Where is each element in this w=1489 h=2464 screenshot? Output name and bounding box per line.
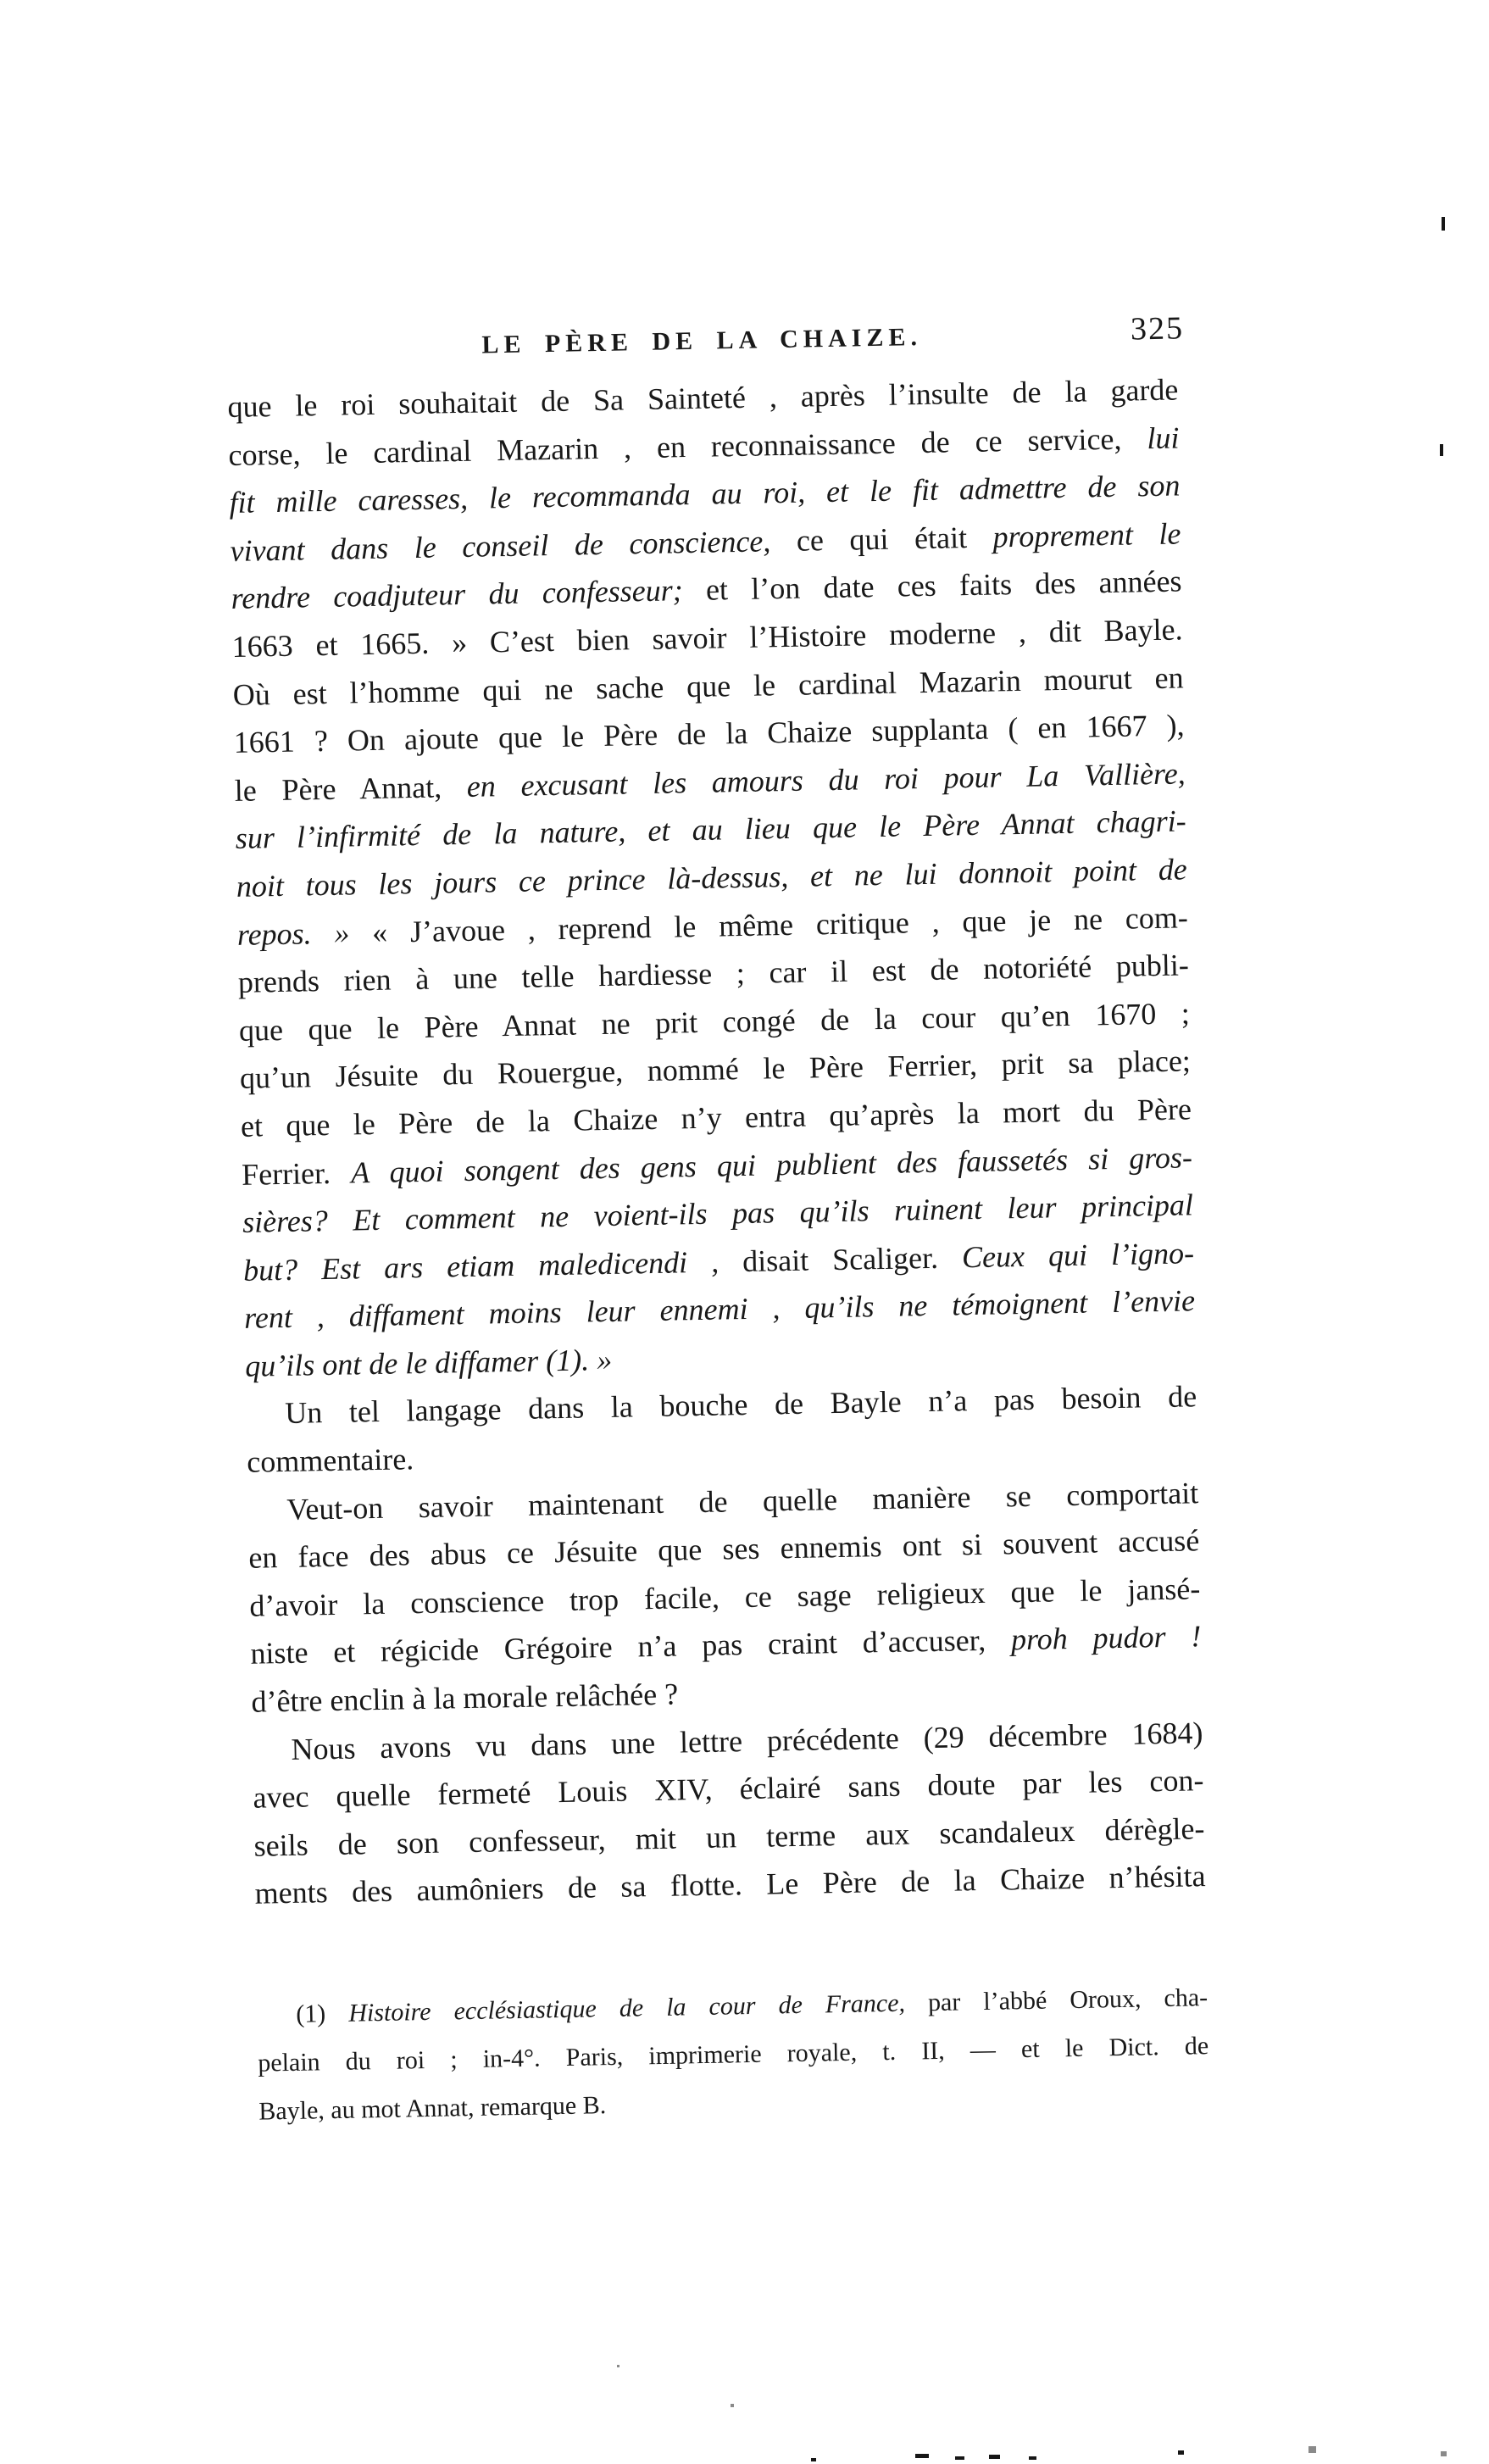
text-segment: que le roi souhaitait de Sa Sainteté , après l’insulte de la garde bbox=[227, 372, 1179, 424]
text-segment: Ferrier. bbox=[241, 1154, 352, 1192]
italic-text-segment: noit tous les jours ce prince là-dessus, et ne lui donnoit point de bbox=[236, 852, 1188, 904]
text-segment: commentaire. bbox=[246, 1442, 414, 1479]
scan-artifact bbox=[1029, 2456, 1036, 2460]
italic-text-segment: Histoire ecclésiastique de la cour de France, bbox=[347, 1988, 906, 2027]
italic-text-segment: proprement le bbox=[992, 516, 1181, 554]
text-segment: Veut-on savoir maintenant de quelle manière se comportait bbox=[286, 1475, 1199, 1527]
scan-artifact bbox=[617, 2365, 619, 2367]
scan-artifact bbox=[731, 2404, 734, 2407]
italic-text-segment: A quoi songent des gens qui publient des faussetés si gros- bbox=[350, 1139, 1193, 1189]
text-segment: prends rien à une telle hardiesse ; car il est de notoriété publi- bbox=[237, 948, 1190, 1000]
text-segment: en face des abus ce Jésuite que ses ennemis ont si souvent accusé bbox=[248, 1523, 1200, 1576]
text-segment: Où est l’homme qui ne sache que le cardinal Mazarin mourut en bbox=[232, 659, 1184, 712]
text-segment: avec quelle fermeté Louis XIV, éclairé sans doute par les con- bbox=[253, 1763, 1204, 1815]
text-segment: d’être enclin à la morale relâchée ? bbox=[251, 1677, 679, 1719]
italic-text-segment: fit mille caresses, le recommanda au roi, et le fit admettre de son bbox=[229, 468, 1181, 520]
italic-text-segment: rent , diffament moins leur ennemi , qu’ils ne témoignent l’envie bbox=[243, 1283, 1196, 1336]
text-segment: qu’un Jésuite du Rouergue, nommé le Père Ferrier, prit sa place; bbox=[239, 1043, 1192, 1096]
text-segment: 1663 et 1665. » C’est bien savoir l’Histoire moderne , dit Bayle. bbox=[231, 612, 1183, 664]
text-segment: Nous avons vu dans une lettre précédente (29 décembre 1684) bbox=[291, 1715, 1203, 1766]
text-segment: ce qui était bbox=[770, 520, 993, 559]
text-segment: 1661 ? On ajoute que le Père de la Chaize supplanta ( en 1667 ), bbox=[233, 708, 1185, 760]
italic-text-segment: sur l’infirmité de la nature, et au lieu que le Père Annat chagri- bbox=[235, 804, 1187, 856]
scan-artifact bbox=[811, 2458, 816, 2461]
running-header bbox=[226, 310, 1185, 364]
page-column bbox=[227, 310, 1210, 2135]
scan-artifact bbox=[1178, 2450, 1184, 2455]
text-segment: niste et régicide Grégoire n’a pas craint d’accuser, bbox=[250, 1622, 1012, 1671]
footnote-text bbox=[257, 1973, 1210, 2136]
text-segment: et que le Père de la Chaize n’y entra qu’après la mort du Père bbox=[240, 1092, 1192, 1143]
text-segment: ments des aumôniers de sa flotte. Le Père de la Chaize n’hésita bbox=[254, 1859, 1206, 1911]
text-segment: par l’abbé Oroux, cha- bbox=[904, 1983, 1208, 2017]
scan-artifact bbox=[989, 2455, 1000, 2459]
body-text bbox=[227, 365, 1206, 1917]
text-segment: le Père Annat, bbox=[234, 769, 468, 808]
scan-artifact bbox=[1441, 2451, 1447, 2456]
text-segment: (1) bbox=[295, 1999, 349, 2028]
italic-text-segment: repos. » bbox=[236, 915, 350, 952]
text-segment: pelain du roi ; in-4°. Paris, imprimerie royale, t. II, — et le Dict. de bbox=[258, 2032, 1209, 2077]
italic-text-segment: en excusant les amours du roi pour La Vallière, bbox=[466, 756, 1186, 804]
text-segment: corse, le cardinal Mazarin , en reconnaissance de ce service, bbox=[228, 420, 1147, 472]
text-segment: disait Scaliger. bbox=[742, 1239, 963, 1278]
text-segment: Un tel langage dans la bouche de Bayle n’a pas besoin de bbox=[284, 1379, 1197, 1431]
text-segment: et l’on date ces faits des années bbox=[682, 564, 1182, 608]
italic-text-segment: proh pudor ! bbox=[1010, 1619, 1202, 1657]
scan-artifact bbox=[1442, 217, 1445, 231]
italic-text-segment: Ceux qui l’igno- bbox=[961, 1235, 1195, 1274]
text-segment: que que le Père Annat ne prit congé de la cour qu’en 1670 ; bbox=[238, 996, 1191, 1048]
scan-artifact bbox=[915, 2454, 929, 2458]
italic-text-segment: sières? Et comment ne voient-ils pas qu’ils ruinent leur principal bbox=[242, 1188, 1194, 1239]
text-segment: « J’avoue , reprend le même critique , que je ne com- bbox=[349, 899, 1189, 949]
scan-artifact bbox=[1308, 2446, 1316, 2453]
text-segment: seils de son confesseur, mit un terme aux scandaleux dérègle- bbox=[253, 1810, 1205, 1863]
page-header-title: LE PÈRE DE LA CHAIZE. bbox=[481, 322, 923, 359]
italic-text-segment: rendre coadjuteur du confesseur; bbox=[231, 573, 684, 616]
scan-artifact bbox=[1440, 444, 1443, 456]
text-segment: Bayle, au mot Annat, remarque B. bbox=[258, 2091, 607, 2126]
italic-text-segment: but? Est ars etiam maledicendi , bbox=[242, 1243, 743, 1288]
scan-artifact bbox=[955, 2456, 964, 2460]
italic-text-segment: qu’ils ont de le diffamer (1). » bbox=[244, 1342, 613, 1383]
text-segment: d’avoir la conscience trop facile, ce sage religieux que le jansé- bbox=[249, 1571, 1201, 1623]
italic-text-segment: vivant dans le conseil de conscience, bbox=[230, 524, 771, 568]
page-number: 325 bbox=[1130, 310, 1185, 348]
italic-text-segment: lui bbox=[1146, 420, 1180, 455]
